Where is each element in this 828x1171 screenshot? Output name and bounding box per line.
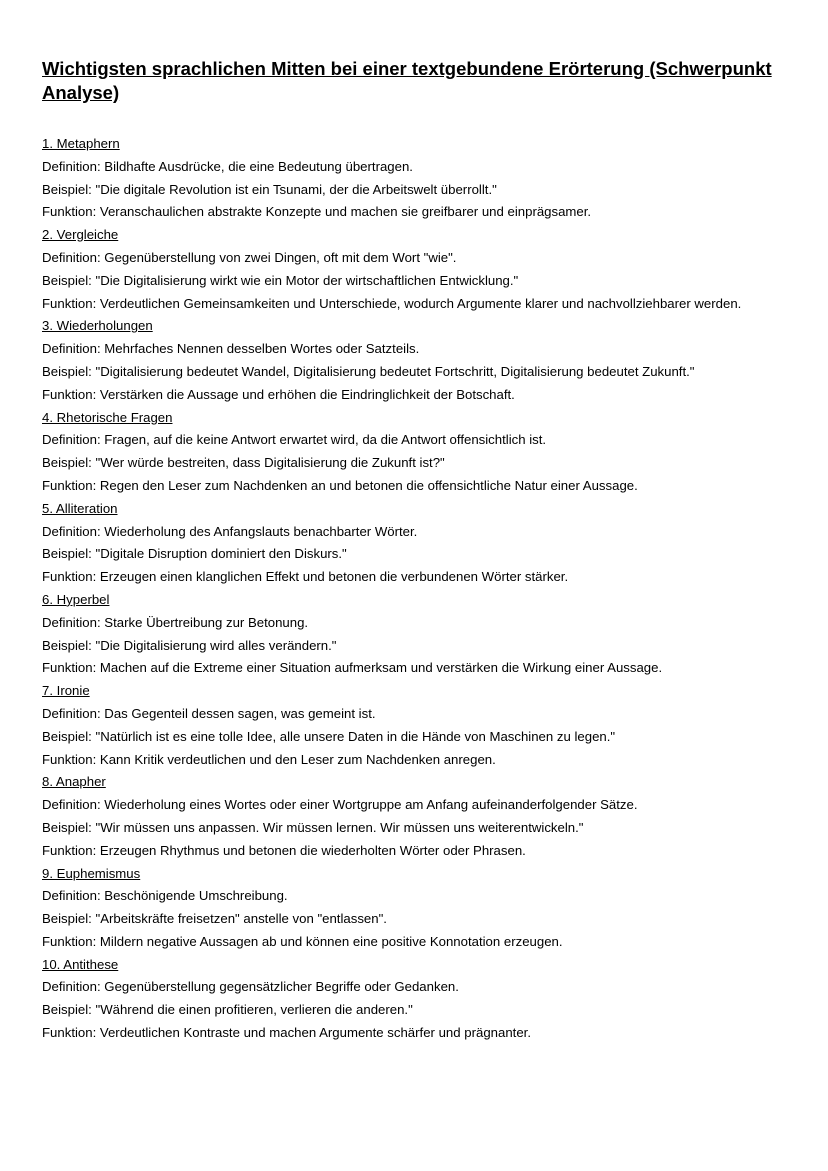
section-heading: 9. Euphemismus <box>42 865 141 881</box>
section-example: Beispiel: "Wir müssen uns anpassen. Wir müssen lernen. Wir müssen uns weiterentwickeln." <box>42 819 584 835</box>
section-vergleiche <box>42 224 788 315</box>
section-rhetorische-fragen <box>42 407 788 498</box>
section-function: Funktion: Regen den Leser zum Nachdenken an und betonen die offensichtliche Natur einer Aussage. <box>42 477 638 493</box>
section-anapher <box>42 771 788 862</box>
section-example: Beispiel: "Arbeitskräfte freisetzen" anstelle von "entlassen". <box>42 911 387 927</box>
section-heading: 3. Wiederholungen <box>42 318 153 334</box>
section-example: Beispiel: "Natürlich ist es eine tolle Idee, alle unsere Daten in die Hände von Maschinen zu legen." <box>42 728 616 744</box>
section-ironie <box>42 680 788 771</box>
section-antithese <box>42 954 788 1045</box>
section-definition: Definition: Wiederholung eines Wortes oder einer Wortgruppe am Anfang aufeinanderfolgender Sätze. <box>42 797 638 813</box>
section-example: Beispiel: "Die Digitalisierung wirkt wie ein Motor der wirtschaftlichen Entwicklung." <box>42 272 519 288</box>
section-definition: Definition: Bildhafte Ausdrücke, die eine Bedeutung übertragen. <box>42 158 413 174</box>
section-definition: Definition: Beschönigende Umschreibung. <box>42 888 288 904</box>
section-example: Beispiel: "Die digitale Revolution ist ein Tsunami, der die Arbeitswelt überrollt." <box>42 181 497 197</box>
document-title: Wichtigsten sprachlichen Mitten bei einer textgebundene Erörterung (Schwerpunkt Analyse) <box>42 58 772 103</box>
section-definition: Definition: Wiederholung des Anfangslauts benachbarter Wörter. <box>42 523 418 539</box>
section-heading: 7. Ironie <box>42 683 90 699</box>
section-function: Funktion: Verstärken die Aussage und erhöhen die Eindringlichkeit der Botschaft. <box>42 386 515 402</box>
section-hyperbel <box>42 589 788 680</box>
section-definition: Definition: Mehrfaches Nennen desselben Wortes oder Satzteils. <box>42 341 420 357</box>
section-metaphern <box>42 133 788 224</box>
section-function: Funktion: Mildern negative Aussagen ab und können eine positive Konnotation erzeugen. <box>42 933 563 949</box>
section-function: Funktion: Verdeutlichen Kontraste und machen Argumente schärfer und prägnanter. <box>42 1025 531 1041</box>
section-example: Beispiel: "Digitale Disruption dominiert den Diskurs." <box>42 546 347 562</box>
section-function: Funktion: Erzeugen einen klanglichen Effekt und betonen die verbundenen Wörter stärker. <box>42 569 569 585</box>
section-function: Funktion: Veranschaulichen abstrakte Konzepte und machen sie greifbarer und einprägsamer. <box>42 204 592 220</box>
device-list <box>42 133 788 1045</box>
section-definition: Definition: Gegenüberstellung gegensätzlicher Begriffe oder Gedanken. <box>42 979 459 995</box>
section-definition: Definition: Gegenüberstellung von zwei Dingen, oft mit dem Wort "wie". <box>42 249 457 265</box>
section-wiederholungen <box>42 315 788 406</box>
section-function: Funktion: Kann Kritik verdeutlichen und den Leser zum Nachdenken anregen. <box>42 751 496 767</box>
section-euphemismus <box>42 863 788 954</box>
section-function: Funktion: Machen auf die Extreme einer Situation aufmerksam und verstärken die Wirkung einer Aussage. <box>42 660 663 676</box>
section-heading: 1. Metaphern <box>42 136 120 151</box>
section-heading: 4. Rhetorische Fragen <box>42 409 173 425</box>
section-function: Funktion: Erzeugen Rhythmus und betonen die wiederholten Wörter oder Phrasen. <box>42 842 526 858</box>
section-definition: Definition: Fragen, auf die keine Antwort erwartet wird, da die Antwort offensichtlich ist. <box>42 432 547 448</box>
section-heading: 2. Vergleiche <box>42 227 119 243</box>
section-heading: 10. Antithese <box>42 956 119 972</box>
section-heading: 5. Alliteration <box>42 500 118 516</box>
section-definition: Definition: Starke Übertreibung zur Betonung. <box>42 614 309 630</box>
section-example: Beispiel: "Wer würde bestreiten, dass Digitalisierung die Zukunft ist?" <box>42 455 445 471</box>
section-alliteration <box>42 498 788 589</box>
section-example: Beispiel: "Digitalisierung bedeutet Wandel, Digitalisierung bedeutet Fortschritt, Digitalisierung bedeutet Zukunft." <box>42 363 695 379</box>
section-heading: 6. Hyperbel <box>42 591 110 607</box>
section-example: Beispiel: "Während die einen profitieren, verlieren die anderen." <box>42 1002 413 1018</box>
section-example: Beispiel: "Die Digitalisierung wird alles verändern." <box>42 637 337 653</box>
section-function: Funktion: Verdeutlichen Gemeinsamkeiten und Unterschiede, wodurch Argumente klarer und nachvollziehbarer werden. <box>42 295 742 311</box>
section-heading: 8. Anapher <box>42 774 106 790</box>
section-definition: Definition: Das Gegenteil dessen sagen, was gemeint ist. <box>42 705 376 721</box>
